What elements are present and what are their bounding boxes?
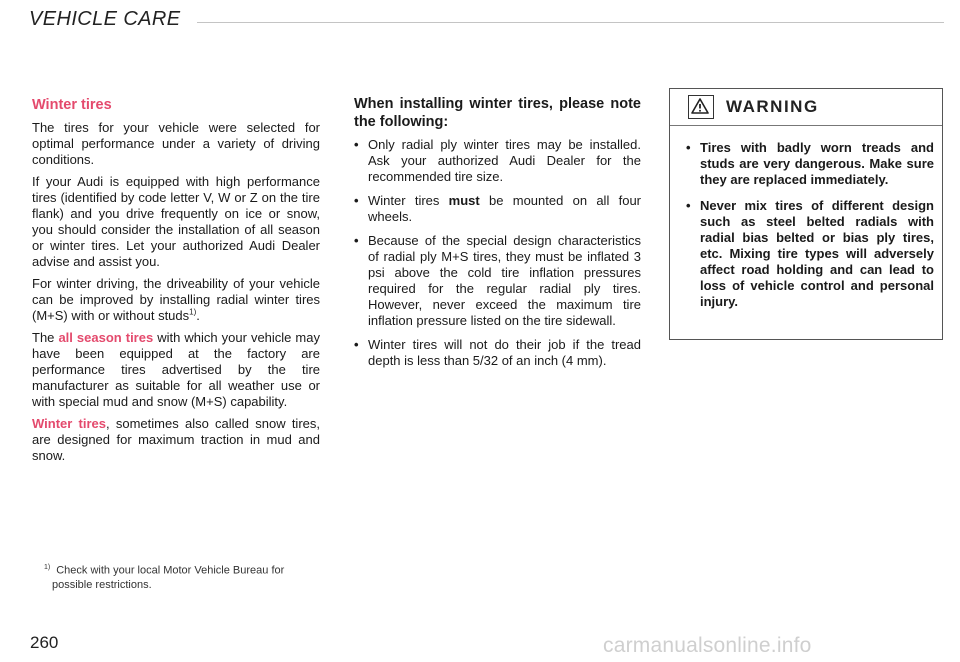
four-wheels-post: be mounted on all four wheels. [368,193,642,224]
bullet-dot: • [686,198,691,213]
must-term: must [448,193,480,208]
installing-heading: When installing winter tires, please note the following: [354,96,641,130]
page-header [29,6,944,40]
list-item [354,337,641,369]
all-season-pre: The [32,330,59,345]
bullet-text: Winter tires will not do their job if the tread depth is less than 5/32 of an inch (4 mm). [368,337,641,368]
bullet-dot: • [354,193,359,208]
bullet-dot: • [686,140,691,155]
list-item [686,198,934,310]
winter-driving-text: For winter driving, the driveability of your vehicle can be improved by installing radial winter tires (M+S) with or without studs [32,276,320,323]
bullet-text: Only radial ply winter tires may be installed. Ask your authorized Audi Dealer for the recommended tire size. [368,137,641,184]
list-item [354,137,641,185]
footnote-mark: 1) [44,564,51,571]
header-rule [197,22,944,23]
footnote-text: Check with your local Motor Vehicle Bureau for possible restrictions. [52,564,285,591]
paragraph-intro: The tires for your vehicle were selected for optimal performance under a variety of driving conditions. [32,120,320,167]
winter-driving-end: . [196,308,200,323]
bullet-text: Never mix tires of different design such as steel belted radials with radial bias belted or bias ply tires, etc. Mixing tire types will adversely affect road holding and can lead to loss of vehicle control and personal injury. [700,198,934,309]
bullet-text: Tires with badly worn treads and studs are very dangerous. Make sure they are replaced immediately. [700,140,934,187]
bullet-text: Because of the special design characteristics of radial ply M+S tires, they must be inflated 3 psi above the cold tire inflation pressures required for the regular radial ply tires. However, never exceed the maximum tire inflation pressure listed on the tire sidewall. [368,233,641,328]
paragraph-all-season [32,330,320,410]
paragraph-winter-tires [32,416,320,464]
list-item [686,140,934,188]
footnote [44,561,320,592]
footnote-marker: 1) [189,307,197,317]
warning-title: WARNING [726,97,819,116]
winter-tires-heading: Winter tires [32,97,112,113]
column-middle [354,95,641,377]
warning-body [670,126,942,310]
watermark: carmanualsonline.info [603,634,812,657]
page-number: 260 [30,633,59,652]
list-item [354,233,641,329]
winter-tires-term: Winter tires [32,416,107,431]
bullet-dot: • [354,337,359,352]
warning-triangle-icon [688,95,714,119]
warning-box [669,88,943,340]
section-title: VEHICLE CARE [29,8,181,30]
column-left [32,96,320,470]
four-wheels-pre: Winter tires [368,193,449,208]
bullet-text [368,193,641,225]
paragraph-winter-driving [32,276,320,324]
all-season-term: all season tires [58,330,154,345]
list-item [354,193,641,225]
bullet-dot: • [354,137,359,152]
bullet-dot: • [354,233,359,248]
paragraph-high-performance: If your Audi is equipped with high performance tires (identified by code letter V, W or Z on the tire flank) and you drive frequently on ice or snow, you should consider the installation of all season or winter tires. Let your authorized Audi Dealer advise and assist you. [32,174,320,269]
warning-header [670,89,942,126]
winter-tires-text: , sometimes also called snow tires, are designed for maximum traction in mud and snow. [32,416,320,463]
all-season-text: with which your vehicle may have been equipped at the factory are performance tires advertised by the tire manufacturer as suitable for all weather use or with special mud and snow (M+S) capability. [32,330,320,409]
